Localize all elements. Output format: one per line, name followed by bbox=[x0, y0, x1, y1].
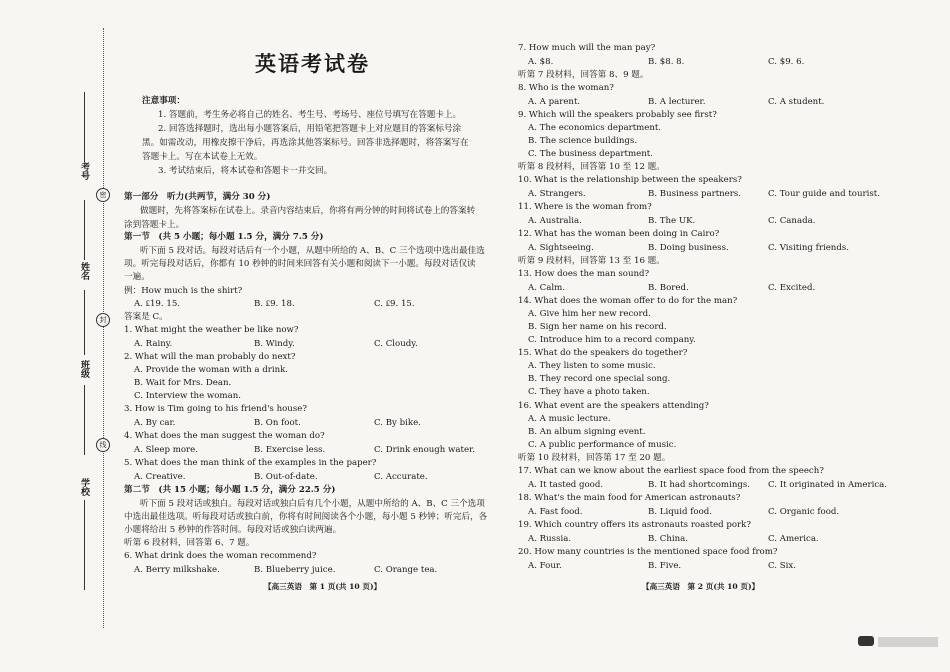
question-text: 13. How does the man sound? bbox=[518, 269, 650, 279]
example-answer: 答案是 C。 bbox=[124, 312, 168, 322]
option-b: B. Sign her name on his record. bbox=[528, 322, 667, 332]
option-b: B. $8. 8. bbox=[648, 57, 685, 67]
option-c: C. Six. bbox=[768, 561, 796, 571]
option-b: B. An album signing event. bbox=[528, 427, 646, 437]
option-b: B. Wait for Mrs. Dean. bbox=[134, 378, 232, 388]
option-a: A. Strangers. bbox=[528, 189, 586, 199]
option-c: C. Drink enough water. bbox=[374, 445, 475, 455]
question-text: 6. What drink does the woman recommend? bbox=[124, 551, 317, 561]
option-c: C. $9. 6. bbox=[768, 57, 805, 67]
listen-instruction: 听第 9 段材料，回答第 13 至 16 题。 bbox=[518, 256, 665, 266]
question-text: 11. Where is the woman from? bbox=[518, 202, 652, 212]
option-c: C. Tour guide and tourist. bbox=[768, 189, 880, 199]
question-text: 8. Who is the woman? bbox=[518, 83, 614, 93]
option-a: A. Provide the woman with a drink. bbox=[134, 365, 289, 375]
instruction-line: 一遍。 bbox=[124, 272, 150, 282]
option-a: A. Creative. bbox=[134, 472, 186, 482]
option-b: B. A lecturer. bbox=[648, 97, 706, 107]
question-text: 7. How much will the man pay? bbox=[518, 43, 656, 53]
option-a: A. Sleep more. bbox=[134, 445, 198, 455]
instruction-line: 涂到答题卡上。 bbox=[124, 220, 185, 230]
label-school: 学校 bbox=[79, 478, 89, 496]
question-text: 1. What might the weather be like now? bbox=[124, 325, 299, 335]
option-a: A. A music lecture. bbox=[528, 414, 611, 424]
question-text: 4. What does the man suggest the woman do? bbox=[124, 431, 325, 441]
option-a: A. They listen to some music. bbox=[528, 361, 656, 371]
example-option: B. ₤9. 18. bbox=[254, 299, 295, 309]
instruction-line: 做题时，先将答案标在试卷上。录音内容结束后，你将有两分钟的时间将试卷上的答案转 bbox=[140, 206, 476, 216]
section-heading: 第一节 (共 5 小题；每小题 1.5 分，满分 7.5 分) bbox=[124, 232, 324, 242]
seal-line bbox=[103, 28, 104, 628]
question-text: 20. How many countries is the mentioned space food from? bbox=[518, 547, 778, 557]
option-b: B. Business partners. bbox=[648, 189, 742, 199]
question-text: 19. Which country offers its astronauts roasted pork? bbox=[518, 520, 752, 530]
notice-line: 2. 回答选择题时，选出每小题答案后，用铅笔把答题卡上对应题目的答案标号涂 bbox=[158, 124, 462, 134]
listen-instruction: 听第 6 段材料，回答第 6、7 题。 bbox=[124, 538, 255, 548]
notice-line: 答题卡上。写在本试卷上无效。 bbox=[142, 152, 263, 162]
option-a: A. Australia. bbox=[528, 216, 582, 226]
option-c: C. By bike. bbox=[374, 418, 421, 428]
watermark-text bbox=[878, 637, 938, 647]
option-c: C. A student. bbox=[768, 97, 825, 107]
instruction-line: 中选出最佳选项。听每段对话或独白前，你将有时间阅读各个小题，每小题 5 秒钟；听完后，各 bbox=[124, 512, 488, 522]
example-option: C. ₤9. 15. bbox=[374, 299, 415, 309]
question-text: 17. What can we know about the earliest space food from the speech? bbox=[518, 466, 824, 476]
question-text: 5. What does the man think of the examples in the paper? bbox=[124, 458, 377, 468]
option-c: C. It originated in America. bbox=[768, 480, 888, 490]
seal-mark: 密 bbox=[96, 188, 110, 202]
option-a: A. Berry milkshake. bbox=[134, 565, 220, 575]
option-c: C. Cloudy. bbox=[374, 339, 418, 349]
question-text: 18. What's the main food for American astronauts? bbox=[518, 493, 741, 503]
option-b: B. China. bbox=[648, 534, 689, 544]
question-text: 16. What event are the speakers attending? bbox=[518, 401, 709, 411]
option-a: A. Fast food. bbox=[528, 507, 583, 517]
question-text: 3. How is Tim going to his friend's house? bbox=[124, 404, 307, 414]
question-text: 2. What will the man probably do next? bbox=[124, 352, 296, 362]
page-footer: 【高三英语 第 1 页(共 10 页)】 bbox=[264, 582, 382, 591]
option-a: A. A parent. bbox=[528, 97, 581, 107]
option-a: A. It tasted good. bbox=[528, 480, 604, 490]
listen-instruction: 听第 7 段材料，回答第 8、9 题。 bbox=[518, 70, 649, 80]
fill-line bbox=[84, 92, 85, 162]
option-b: B. Windy. bbox=[254, 339, 295, 349]
fill-line bbox=[84, 200, 85, 260]
listen-instruction: 听第 8 段材料，回答第 10 至 12 题。 bbox=[518, 162, 665, 172]
option-a: A. Sightseeing. bbox=[528, 243, 594, 253]
option-c: C. Accurate. bbox=[374, 472, 428, 482]
option-c: C. Orange tea. bbox=[374, 565, 438, 575]
option-b: B. It had shortcomings. bbox=[648, 480, 750, 490]
option-b: B. Blueberry juice. bbox=[254, 565, 336, 575]
fill-line bbox=[84, 385, 85, 455]
example-option: A. ₤19. 15. bbox=[134, 299, 181, 309]
option-a: A. $8. bbox=[528, 57, 554, 67]
question-text: 9. Which will the speakers probably see first? bbox=[518, 110, 717, 120]
page-title: 英语考试卷 bbox=[255, 51, 370, 76]
option-a: A. By car. bbox=[134, 418, 176, 428]
option-a: A. Russia. bbox=[528, 534, 572, 544]
option-c: C. The business department. bbox=[528, 149, 653, 159]
instruction-line: 小题将给出 5 秒钟的作答时间。每段对话或独白读两遍。 bbox=[124, 525, 342, 535]
option-c: C. Canada. bbox=[768, 216, 816, 226]
option-c: C. Excited. bbox=[768, 283, 816, 293]
binding-margin bbox=[0, 0, 118, 672]
option-c: C. Interview the woman. bbox=[134, 391, 241, 401]
page-footer: 【高三英语 第 2 页(共 10 页)】 bbox=[642, 582, 760, 591]
option-c: C. America. bbox=[768, 534, 819, 544]
listen-instruction: 听第 10 段材料，回答第 17 至 20 题。 bbox=[518, 453, 671, 463]
option-c: C. They have a photo taken. bbox=[528, 387, 650, 397]
option-c: C. Visiting friends. bbox=[768, 243, 849, 253]
fill-line bbox=[84, 500, 85, 590]
watermark-logo-icon bbox=[858, 636, 874, 646]
option-b: B. Doing business. bbox=[648, 243, 729, 253]
instruction-line: 听下面 5 段对话或独白。每段对话或独白后有几个小题，从题中所给的 A、B、C 三个选项 bbox=[140, 499, 485, 509]
option-b: B. Bored. bbox=[648, 283, 689, 293]
option-a: A. Four. bbox=[528, 561, 562, 571]
section-heading: 第二节 (共 15 小题；每小题 1.5 分，满分 22.5 分) bbox=[124, 485, 336, 495]
option-b: B. On foot. bbox=[254, 418, 301, 428]
instruction-line: 项。听完每段对话后，你都有 10 秒钟的时间来回答有关小题和阅读下一小题。每段对话仅读 bbox=[124, 259, 476, 269]
label-name: 姓名 bbox=[79, 262, 89, 280]
fill-line bbox=[84, 290, 85, 355]
option-b: B. The science buildings. bbox=[528, 136, 638, 146]
option-b: B. They record one special song. bbox=[528, 374, 671, 384]
option-b: B. Five. bbox=[648, 561, 682, 571]
seal-mark: 线 bbox=[96, 438, 110, 452]
part-heading: 第一部分 听力(共两节，满分 30 分) bbox=[124, 192, 271, 202]
example-question: 例：How much is the shirt? bbox=[124, 286, 243, 296]
option-b: B. Exercise less. bbox=[254, 445, 326, 455]
option-a: A. Calm. bbox=[528, 283, 565, 293]
option-c: C. Organic food. bbox=[768, 507, 840, 517]
option-c: C. A public performance of music. bbox=[528, 440, 677, 450]
option-a: A. Rainy. bbox=[134, 339, 173, 349]
label-class: 班级 bbox=[79, 360, 89, 378]
notice-line: 黑。如需改动，用橡皮擦干净后，再选涂其他答案标号。回答非选择题时，将答案写在 bbox=[142, 138, 469, 148]
question-text: 10. What is the relationship between the speakers? bbox=[518, 175, 742, 185]
option-b: B. The UK. bbox=[648, 216, 696, 226]
question-text: 15. What do the speakers do together? bbox=[518, 348, 688, 358]
notice-title: 注意事项： bbox=[142, 96, 185, 106]
option-a: A. Give him her new record. bbox=[528, 309, 651, 319]
label-exam-number: 考号 bbox=[79, 162, 89, 180]
instruction-line: 听下面 5 段对话。每段对话后有一个小题，从题中所给的 A、B、C 三个选项中选出最佳选 bbox=[140, 246, 485, 256]
notice-line: 3. 考试结束后，将本试卷和答题卡一并交回。 bbox=[158, 166, 333, 176]
option-c: C. Introduce him to a record company. bbox=[528, 335, 696, 345]
option-b: B. Out-of-date. bbox=[254, 472, 318, 482]
seal-mark: 封 bbox=[96, 313, 110, 327]
question-text: 12. What has the woman been doing in Cairo? bbox=[518, 229, 720, 239]
option-a: A. The economics department. bbox=[528, 123, 662, 133]
option-b: B. Liquid food. bbox=[648, 507, 713, 517]
notice-line: 1. 答题前，考生务必将自己的姓名、考生号、考场号、座位号填写在答题卡上。 bbox=[158, 110, 462, 120]
question-text: 14. What does the woman offer to do for the man? bbox=[518, 296, 738, 306]
